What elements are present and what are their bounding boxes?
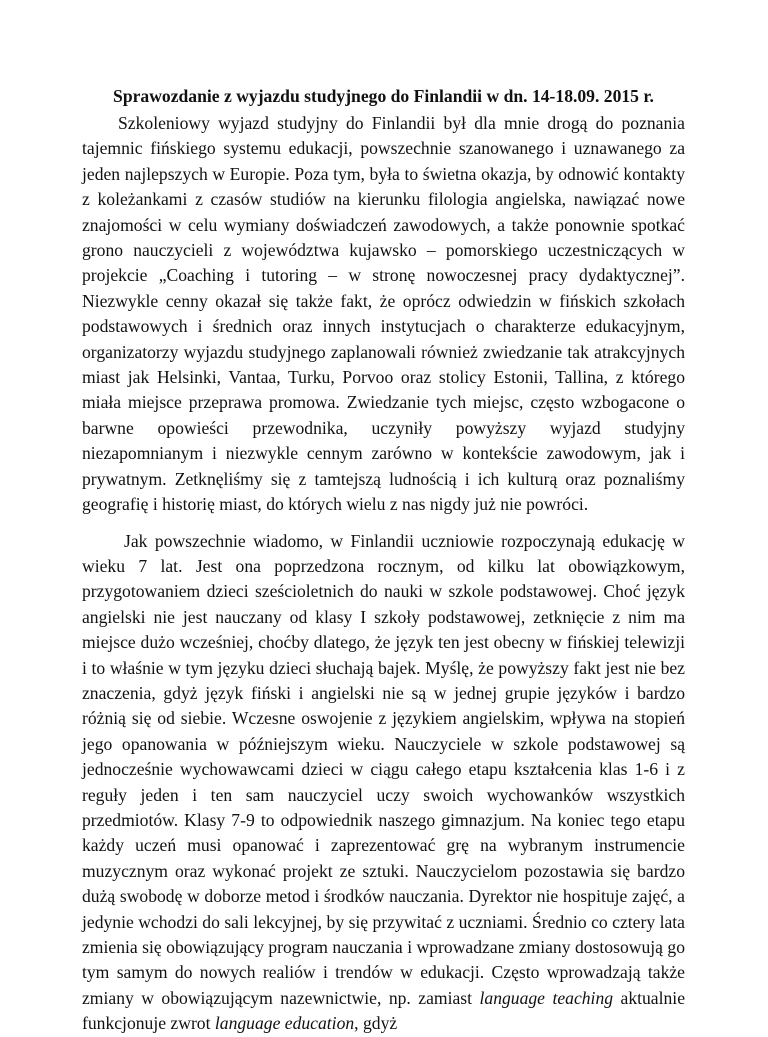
italic-term-language-teaching: language teaching [479, 987, 614, 1008]
trailing-text: , gdyż [354, 1013, 398, 1034]
paragraph-2 [82, 529, 685, 1037]
document-title: Sprawozdanie z wyjazdu studyjnego do Finlandii w dn. 14-18.09. 2015 r. [113, 86, 654, 106]
paragraph-2-text: Jak powszechnie wiadomo, w Finlandii uczniowie rozpoczynają edukację w wieku 7 lat. Jest ona poprzedzona rocznym, od kilku lat obowiązkowym, przygotowaniem dzieci sześcioletnich do nauki w szkole podstawowej. Choć język angielski nie jest nauczany od klasy I szkoły podstawowej, zetknięcie z nim ma miejsce dużo wcześniej, choćby dlatego, że język ten jest obecny w fińskiej telewizji i to właśnie w tym języku dzieci słuchają bajek. Myślę, że powyższy fakt jest nie bez znaczenia, gdyż język fiński i angielski nie są w jednej grupie języków i bardzo różnią się od siebie. Wczesne oswojenie z językiem angielskim, wpływa na stopień jego opanowania w późniejszym wieku. Nauczyciele w szkole podstawowej są jednocześnie wychowawcami dzieci w ciągu całego etapu kształcenia klas 1-6 i z reguły jeden i ten sam nauczyciel uczy swoich wychowanków wszystkich przedmiotów. Klasy 7-9 to odpowiednik naszego gimnazjum. Na koniec tego etapu każdy uczeń musi opanować i zaprezentować grę na wybranym instrumencie muzycznym oraz wykonać projekt ze sztuki. Nauczycielom pozostawia się bardzo dużą swobodę w doborze metod i środków nauczania. Dyrektor nie hospituje zajęć, a jedynie wchodzi do sali lekcyjnej, by się przywitać z uczniami. Średnio co cztery lata zmienia się obowiązujący program nauczania i wprowadzane zmiany dostosowują go tym samym do nowych realiów i trendów w edukacji. Często wprowadzają także zmiany w obowiązującym nazewnictwie, np. zamiast [82, 530, 685, 1008]
document-page [82, 84, 685, 1037]
paragraph-1: Szkoleniowy wyjazd studyjny do Finlandii był dla mnie drogą do poznania tajemnic fińskiego systemu edukacji, powszechnie szanowanego i uznawanego za jeden najlepszych w Europie. Poza tym, była to świetna okazja, by odnowić kontakty z koleżankami z czasów studiów na kierunku filologia angielska, nawiązać nowe znajomości w celu wymiany doświadczeń zawodowych, a także ponownie spotkać grono nauczycieli z województwa kujawsko – pomorskiego uczestniczących w projekcie „Coaching i tutoring – w stronę nowoczesnej pracy dydaktycznej”. Niezwykle cenny okazał się także fakt, że oprócz odwiedzin w fińskich szkołach podstawowych i średnich oraz innych instytucjach o charakterze edukacyjnym, organizatorzy wyjazdu studyjnego zaplanowali również zwiedzanie tak atrakcyjnych miast jak Helsinki, Vantaa, Turku, Porvoo oraz stolicy Estonii, Tallina, z którego miała miejsce przeprawa promowa. Zwiedzanie tych miejsc, często wzbogacone o barwne opowieści przewodnika, uczyniły powyższy wyjazd studyjny niezapomnianym i niezwykle cennym zarówno w kontekście zawodowym, jak i prywatnym. Zetknęliśmy się z tamtejszą ludnością i ich kulturą oraz poznaliśmy geografię i historię miast, do których wielu z nas nigdy już nie powróci. [82, 113, 685, 515]
connector-text: aktualnie funkcjonuje zwrot [82, 987, 685, 1034]
italic-term-language-education: language education [214, 1013, 355, 1034]
